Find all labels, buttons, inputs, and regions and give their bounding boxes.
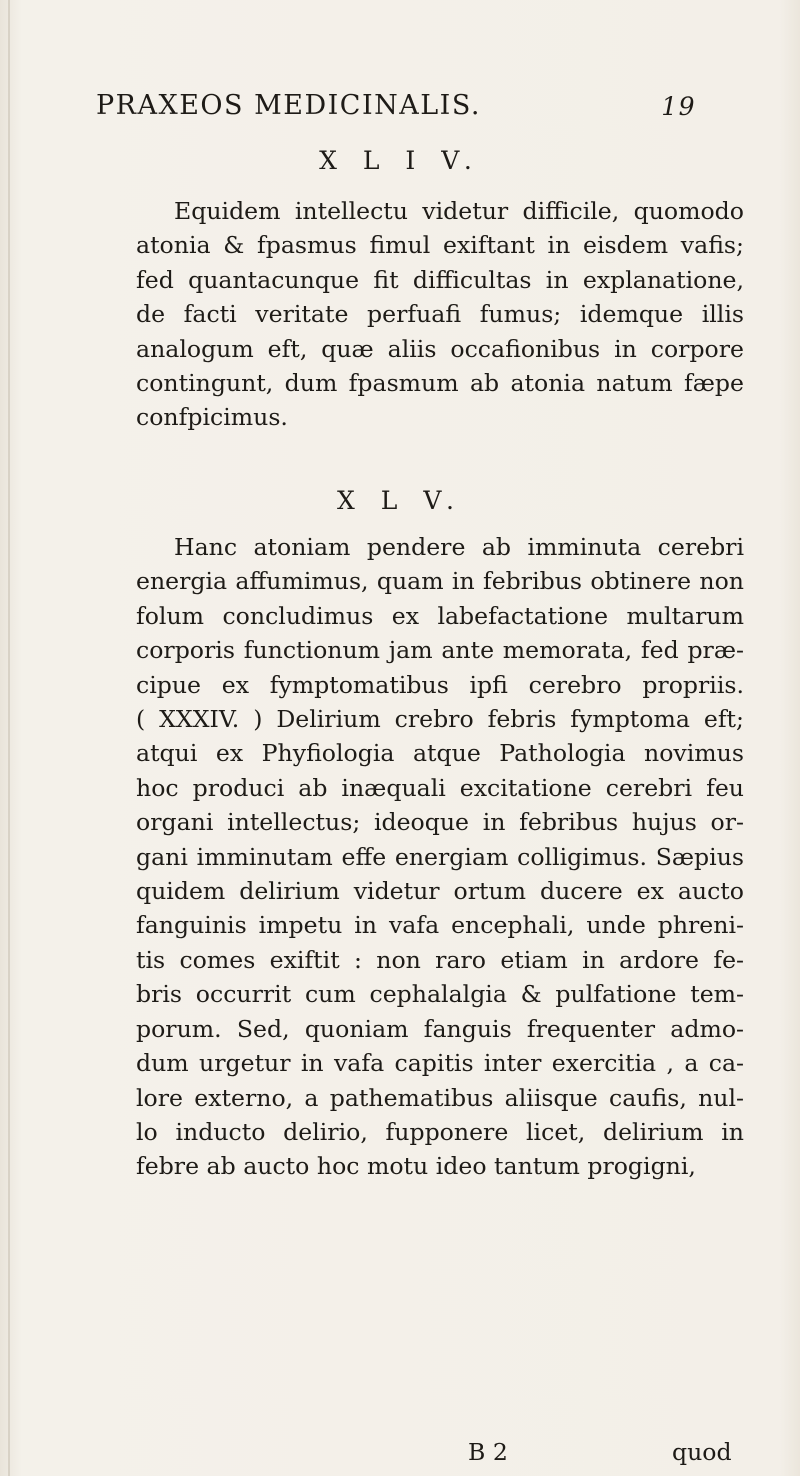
page-edge [8,0,10,1476]
text-line: Hanc atoniam pendere ab imminuta cerebri [174,533,744,561]
text-line: tis comes exiftit : non raro etiam in ardore fe- [136,945,744,974]
text-line: cipue ex fymptomatibus ipfi cerebro propriis. [136,670,744,699]
text-line: fed quantacunque fit difficultas in explanatione, [136,265,744,294]
text-line: confpicimus. [136,403,288,432]
text-line: de facti veritate perfuafi fumus; idemque illis [136,300,744,329]
text-line: bris occurrit cum cephalalgia & pulfatione tem- [136,980,744,1009]
text-line: ( XXXIV. ) Delirium crebro febris fymptoma eft; [136,705,744,734]
text-line: gani imminutam effe energiam colligimus. Sæpius [136,842,744,871]
paragraph-xliv [136,194,744,435]
section-number-xliv: X L I V. [319,146,481,175]
signature-mark: B 2 [468,1438,508,1466]
text-line: analogum eft, quæ aliis occafionibus in corpore [136,334,744,363]
running-header [96,90,736,130]
running-title: PRAXEOS MEDICINALIS. [96,90,481,121]
text-line: quidem delirium videtur ortum ducere ex aucto [136,877,744,906]
text-line: atonia & fpasmus fimul exiftant in eisdem vafis; [136,231,744,260]
text-line: lo inducto delirio, fupponere licet, delirium in [136,1117,744,1146]
section-number-xlv: X L V. [337,486,463,515]
page-number: 19 [661,92,696,121]
catchword: quod [672,1438,732,1466]
paragraph-xlv [136,530,744,1184]
text-line: fanguinis impetu in vafa encephali, unde phreni- [136,911,744,940]
text-line: febre ab aucto hoc motu ideo tantum progigni, [136,1152,696,1181]
text-line: Equidem intellectu videtur difficile, quomodo [174,197,744,225]
text-line: atqui ex Phyfiologia atque Pathologia novimus [136,739,744,768]
text-line: organi intellectus; ideoque in febribus hujus or- [136,808,744,837]
text-line: dum urgetur in vafa capitis inter exercitia , a ca- [136,1049,744,1078]
text-line: folum concludimus ex labefactatione multarum [136,601,744,630]
text-line: hoc produci ab inæquali excitatione cerebri feu [136,773,744,802]
text-line: corporis functionum jam ante memorata, fed præ- [136,636,744,665]
text-line: porum. Sed, quoniam fanguis frequenter admo- [136,1014,744,1043]
text-line: energia affumimus, quam in febribus obtinere non [136,567,744,596]
text-line: contingunt, dum fpasmum ab atonia natum fæpe [136,369,744,398]
text-line: lore externo, a pathematibus aliisque caufis, nul- [136,1083,744,1112]
